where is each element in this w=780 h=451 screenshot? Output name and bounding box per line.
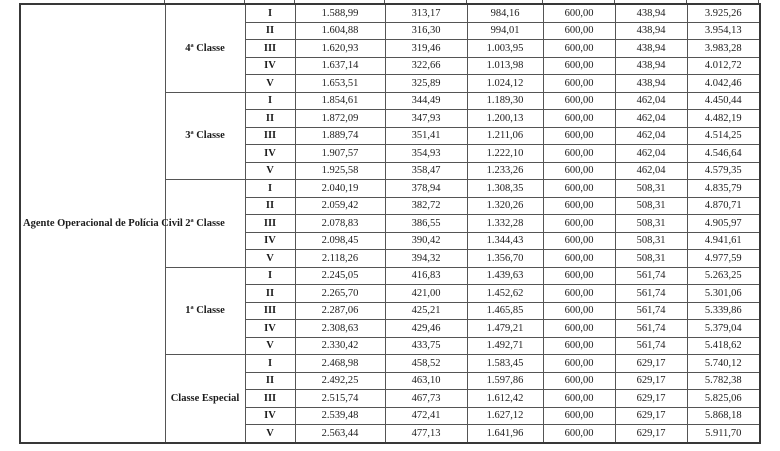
value-cell: 2.265,70 bbox=[295, 285, 385, 303]
value-cell: 1.492,71 bbox=[467, 337, 543, 355]
value-cell: 5.782,38 bbox=[687, 372, 760, 390]
level-cell: V bbox=[245, 250, 295, 268]
value-cell: 561,74 bbox=[615, 337, 687, 355]
value-cell: 600,00 bbox=[543, 197, 615, 215]
cargo-cell: Agente Operacional de Polícia Civil bbox=[20, 4, 165, 443]
value-cell: 4.514,25 bbox=[687, 127, 760, 145]
value-cell: 1.925,58 bbox=[295, 162, 385, 180]
value-cell: 629,17 bbox=[615, 355, 687, 373]
value-cell: 3.954,13 bbox=[687, 22, 760, 40]
value-cell: 600,00 bbox=[543, 232, 615, 250]
value-cell: 462,04 bbox=[615, 110, 687, 128]
level-cell: V bbox=[245, 425, 295, 443]
value-cell: 600,00 bbox=[543, 215, 615, 233]
value-cell: 5.911,70 bbox=[687, 425, 760, 443]
level-cell: I bbox=[245, 267, 295, 285]
value-cell: 600,00 bbox=[543, 75, 615, 93]
value-cell: 1.637,14 bbox=[295, 57, 385, 75]
value-cell: 4.835,79 bbox=[687, 180, 760, 198]
value-cell: 600,00 bbox=[543, 320, 615, 338]
level-cell: IV bbox=[245, 232, 295, 250]
classe-cell: 1ª Classe bbox=[165, 267, 245, 355]
value-cell: 1.465,85 bbox=[467, 302, 543, 320]
value-cell: 600,00 bbox=[543, 337, 615, 355]
level-cell: V bbox=[245, 162, 295, 180]
value-cell: 1.872,09 bbox=[295, 110, 385, 128]
value-cell: 438,94 bbox=[615, 40, 687, 58]
value-cell: 2.059,42 bbox=[295, 197, 385, 215]
value-cell: 5.339,86 bbox=[687, 302, 760, 320]
value-cell: 358,47 bbox=[385, 162, 467, 180]
value-cell: 2.492,25 bbox=[295, 372, 385, 390]
value-cell: 462,04 bbox=[615, 127, 687, 145]
value-cell: 561,74 bbox=[615, 267, 687, 285]
value-cell: 600,00 bbox=[543, 390, 615, 408]
value-cell: 429,46 bbox=[385, 320, 467, 338]
salary-table-body bbox=[20, 4, 760, 443]
level-cell: III bbox=[245, 127, 295, 145]
level-cell: IV bbox=[245, 407, 295, 425]
value-cell: 1.344,43 bbox=[467, 232, 543, 250]
value-cell: 458,52 bbox=[385, 355, 467, 373]
value-cell: 462,04 bbox=[615, 162, 687, 180]
value-cell: 1.233,26 bbox=[467, 162, 543, 180]
value-cell: 561,74 bbox=[615, 285, 687, 303]
value-cell: 1.641,96 bbox=[467, 425, 543, 443]
classe-cell: 2ª Classe bbox=[165, 180, 245, 268]
value-cell: 438,94 bbox=[615, 75, 687, 93]
value-cell: 4.012,72 bbox=[687, 57, 760, 75]
value-cell: 1.907,57 bbox=[295, 145, 385, 163]
value-cell: 1.620,93 bbox=[295, 40, 385, 58]
value-cell: 4.905,97 bbox=[687, 215, 760, 233]
value-cell: 2.330,42 bbox=[295, 337, 385, 355]
value-cell: 2.078,83 bbox=[295, 215, 385, 233]
value-cell: 1.583,45 bbox=[467, 355, 543, 373]
value-cell: 508,31 bbox=[615, 250, 687, 268]
classe-cell: 3ª Classe bbox=[165, 92, 245, 180]
value-cell: 4.977,59 bbox=[687, 250, 760, 268]
value-cell: 433,75 bbox=[385, 337, 467, 355]
value-cell: 313,17 bbox=[385, 4, 467, 22]
value-cell: 5.379,04 bbox=[687, 320, 760, 338]
level-cell: II bbox=[245, 372, 295, 390]
value-cell: 600,00 bbox=[543, 285, 615, 303]
value-cell: 1.588,99 bbox=[295, 4, 385, 22]
value-cell: 600,00 bbox=[543, 372, 615, 390]
value-cell: 1.320,26 bbox=[467, 197, 543, 215]
value-cell: 4.941,61 bbox=[687, 232, 760, 250]
level-cell: III bbox=[245, 40, 295, 58]
value-cell: 1.211,06 bbox=[467, 127, 543, 145]
level-cell: II bbox=[245, 22, 295, 40]
value-cell: 1.604,88 bbox=[295, 22, 385, 40]
level-cell: IV bbox=[245, 145, 295, 163]
value-cell: 322,66 bbox=[385, 57, 467, 75]
value-cell: 508,31 bbox=[615, 215, 687, 233]
value-cell: 1.332,28 bbox=[467, 215, 543, 233]
value-cell: 394,32 bbox=[385, 250, 467, 268]
value-cell: 4.482,19 bbox=[687, 110, 760, 128]
value-cell: 1.479,21 bbox=[467, 320, 543, 338]
level-cell: IV bbox=[245, 320, 295, 338]
value-cell: 319,46 bbox=[385, 40, 467, 58]
value-cell: 600,00 bbox=[543, 407, 615, 425]
value-cell: 1.889,74 bbox=[295, 127, 385, 145]
value-cell: 354,93 bbox=[385, 145, 467, 163]
value-cell: 5.301,06 bbox=[687, 285, 760, 303]
value-cell: 600,00 bbox=[543, 145, 615, 163]
level-cell: I bbox=[245, 180, 295, 198]
value-cell: 2.308,63 bbox=[295, 320, 385, 338]
value-cell: 325,89 bbox=[385, 75, 467, 93]
value-cell: 600,00 bbox=[543, 110, 615, 128]
value-cell: 629,17 bbox=[615, 390, 687, 408]
value-cell: 508,31 bbox=[615, 197, 687, 215]
value-cell: 600,00 bbox=[543, 40, 615, 58]
value-cell: 1.653,51 bbox=[295, 75, 385, 93]
value-cell: 390,42 bbox=[385, 232, 467, 250]
value-cell: 1.612,42 bbox=[467, 390, 543, 408]
value-cell: 1.854,61 bbox=[295, 92, 385, 110]
value-cell: 382,72 bbox=[385, 197, 467, 215]
value-cell: 2.040,19 bbox=[295, 180, 385, 198]
value-cell: 1.013,98 bbox=[467, 57, 543, 75]
value-cell: 600,00 bbox=[543, 180, 615, 198]
salary-table bbox=[19, 3, 761, 444]
level-cell: I bbox=[245, 355, 295, 373]
value-cell: 438,94 bbox=[615, 4, 687, 22]
value-cell: 629,17 bbox=[615, 425, 687, 443]
value-cell: 629,17 bbox=[615, 372, 687, 390]
level-cell: V bbox=[245, 75, 295, 93]
level-cell: II bbox=[245, 197, 295, 215]
value-cell: 378,94 bbox=[385, 180, 467, 198]
value-cell: 416,83 bbox=[385, 267, 467, 285]
value-cell: 425,21 bbox=[385, 302, 467, 320]
level-cell: III bbox=[245, 215, 295, 233]
classe-cell: Classe Especial bbox=[165, 355, 245, 443]
value-cell: 600,00 bbox=[543, 267, 615, 285]
value-cell: 386,55 bbox=[385, 215, 467, 233]
value-cell: 4.579,35 bbox=[687, 162, 760, 180]
value-cell: 508,31 bbox=[615, 232, 687, 250]
value-cell: 2.118,26 bbox=[295, 250, 385, 268]
value-cell: 421,00 bbox=[385, 285, 467, 303]
value-cell: 472,41 bbox=[385, 407, 467, 425]
value-cell: 5.825,06 bbox=[687, 390, 760, 408]
value-cell: 2.468,98 bbox=[295, 355, 385, 373]
value-cell: 477,13 bbox=[385, 425, 467, 443]
value-cell: 600,00 bbox=[543, 4, 615, 22]
value-cell: 984,16 bbox=[467, 4, 543, 22]
value-cell: 1.222,10 bbox=[467, 145, 543, 163]
value-cell: 629,17 bbox=[615, 407, 687, 425]
value-cell: 1.189,30 bbox=[467, 92, 543, 110]
value-cell: 508,31 bbox=[615, 180, 687, 198]
value-cell: 4.042,46 bbox=[687, 75, 760, 93]
value-cell: 1.003,95 bbox=[467, 40, 543, 58]
level-cell: III bbox=[245, 302, 295, 320]
value-cell: 347,93 bbox=[385, 110, 467, 128]
value-cell: 600,00 bbox=[543, 22, 615, 40]
value-cell: 1.597,86 bbox=[467, 372, 543, 390]
value-cell: 1.308,35 bbox=[467, 180, 543, 198]
value-cell: 2.515,74 bbox=[295, 390, 385, 408]
value-cell: 3.925,26 bbox=[687, 4, 760, 22]
value-cell: 1.024,12 bbox=[467, 75, 543, 93]
level-cell: I bbox=[245, 4, 295, 22]
value-cell: 2.287,06 bbox=[295, 302, 385, 320]
value-cell: 462,04 bbox=[615, 92, 687, 110]
value-cell: 5.263,25 bbox=[687, 267, 760, 285]
table-row bbox=[20, 4, 760, 22]
value-cell: 600,00 bbox=[543, 57, 615, 75]
value-cell: 4.450,44 bbox=[687, 92, 760, 110]
value-cell: 5.418,62 bbox=[687, 337, 760, 355]
value-cell: 1.200,13 bbox=[467, 110, 543, 128]
value-cell: 467,73 bbox=[385, 390, 467, 408]
value-cell: 600,00 bbox=[543, 250, 615, 268]
value-cell: 2.098,45 bbox=[295, 232, 385, 250]
value-cell: 4.546,64 bbox=[687, 145, 760, 163]
value-cell: 344,49 bbox=[385, 92, 467, 110]
level-cell: I bbox=[245, 92, 295, 110]
level-cell: V bbox=[245, 337, 295, 355]
level-cell: II bbox=[245, 285, 295, 303]
value-cell: 3.983,28 bbox=[687, 40, 760, 58]
value-cell: 2.539,48 bbox=[295, 407, 385, 425]
value-cell: 4.870,71 bbox=[687, 197, 760, 215]
value-cell: 351,41 bbox=[385, 127, 467, 145]
value-cell: 463,10 bbox=[385, 372, 467, 390]
value-cell: 438,94 bbox=[615, 57, 687, 75]
value-cell: 600,00 bbox=[543, 127, 615, 145]
value-cell: 2.563,44 bbox=[295, 425, 385, 443]
value-cell: 600,00 bbox=[543, 92, 615, 110]
value-cell: 316,30 bbox=[385, 22, 467, 40]
level-cell: IV bbox=[245, 57, 295, 75]
value-cell: 438,94 bbox=[615, 22, 687, 40]
value-cell: 600,00 bbox=[543, 162, 615, 180]
value-cell: 1.627,12 bbox=[467, 407, 543, 425]
value-cell: 5.868,18 bbox=[687, 407, 760, 425]
value-cell: 994,01 bbox=[467, 22, 543, 40]
value-cell: 561,74 bbox=[615, 320, 687, 338]
classe-cell: 4ª Classe bbox=[165, 4, 245, 92]
value-cell: 2.245,05 bbox=[295, 267, 385, 285]
value-cell: 1.452,62 bbox=[467, 285, 543, 303]
value-cell: 600,00 bbox=[543, 355, 615, 373]
value-cell: 5.740,12 bbox=[687, 355, 760, 373]
value-cell: 1.356,70 bbox=[467, 250, 543, 268]
level-cell: II bbox=[245, 110, 295, 128]
value-cell: 561,74 bbox=[615, 302, 687, 320]
value-cell: 1.439,63 bbox=[467, 267, 543, 285]
value-cell: 600,00 bbox=[543, 302, 615, 320]
value-cell: 600,00 bbox=[543, 425, 615, 443]
value-cell: 462,04 bbox=[615, 145, 687, 163]
level-cell: III bbox=[245, 390, 295, 408]
